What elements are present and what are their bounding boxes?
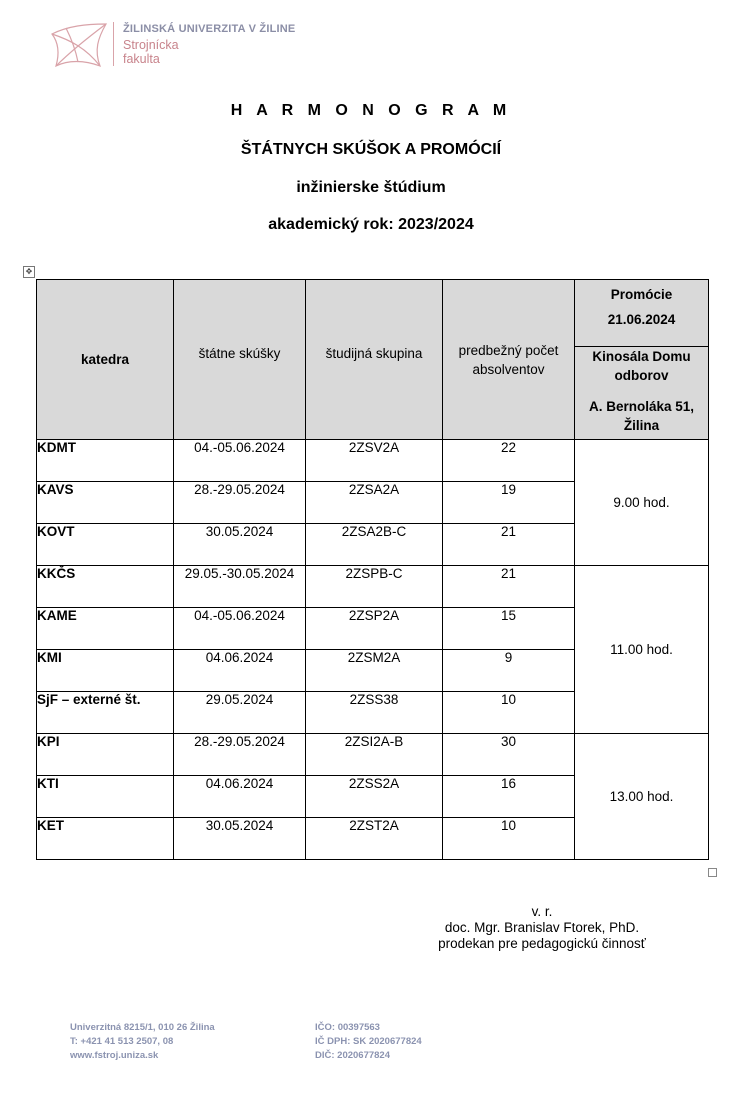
cell-datum: 28.-29.05.2024 bbox=[174, 482, 306, 524]
cell-pocet: 30 bbox=[443, 734, 575, 776]
footer-phone: T: +421 41 513 2507, 08 bbox=[70, 1036, 174, 1047]
cell-promocie-time: 13.00 hod. bbox=[575, 734, 709, 860]
cell-katedra: KPI bbox=[37, 734, 174, 776]
header-promocie bbox=[575, 280, 709, 347]
cell-katedra: KDMT bbox=[37, 440, 174, 482]
cell-katedra: KET bbox=[37, 818, 174, 860]
cell-datum: 04.06.2024 bbox=[174, 776, 306, 818]
university-name: ŽILINSKÁ UNIVERZITA V ŽILINE bbox=[123, 23, 296, 35]
cell-skupina: 2ZSA2A bbox=[306, 482, 443, 524]
schedule-table bbox=[36, 279, 709, 860]
header-statne-skusky: štátne skúšky bbox=[174, 280, 306, 440]
cell-katedra: KAVS bbox=[37, 482, 174, 524]
cell-pocet: 22 bbox=[443, 440, 575, 482]
cell-pocet: 9 bbox=[443, 650, 575, 692]
footer-address: Univerzitná 8215/1, 010 26 Žilina bbox=[70, 1022, 215, 1033]
table-resize-handle[interactable] bbox=[708, 868, 717, 877]
faculty-name bbox=[123, 38, 179, 66]
cell-pocet: 10 bbox=[443, 818, 575, 860]
footer-ids bbox=[315, 1021, 422, 1063]
document-title: H A R M O N O G R A M bbox=[230, 102, 512, 119]
university-logo bbox=[46, 20, 116, 70]
cell-skupina: 2ZST2A bbox=[306, 818, 443, 860]
signature-vr: v. r. bbox=[531, 904, 553, 919]
cell-pocet: 10 bbox=[443, 692, 575, 734]
cell-pocet: 21 bbox=[443, 566, 575, 608]
venue-line2: odborov bbox=[614, 368, 669, 383]
promocie-label: Promócie bbox=[610, 287, 673, 302]
header-katedra: katedra bbox=[37, 280, 174, 440]
footer-ico: IČO: 00397563 bbox=[315, 1022, 380, 1033]
cell-datum: 30.05.2024 bbox=[174, 818, 306, 860]
cell-skupina: 2ZSI2A-B bbox=[306, 734, 443, 776]
venue-address-line1: A. Bernoláka 51, bbox=[588, 399, 695, 414]
cell-pocet: 21 bbox=[443, 524, 575, 566]
cell-pocet: 15 bbox=[443, 608, 575, 650]
cell-datum: 04.-05.06.2024 bbox=[174, 440, 306, 482]
table-row bbox=[37, 566, 709, 608]
cell-skupina: 2ZSV2A bbox=[306, 440, 443, 482]
header-studijna-skupina: študijná skupina bbox=[306, 280, 443, 440]
cell-datum: 30.05.2024 bbox=[174, 524, 306, 566]
cell-katedra: KMI bbox=[37, 650, 174, 692]
table-row bbox=[37, 734, 709, 776]
header-pocet-absolventov bbox=[443, 280, 575, 440]
venue-line1: Kinosála Domu bbox=[592, 349, 691, 364]
cell-datum: 04.-05.06.2024 bbox=[174, 608, 306, 650]
cell-datum: 29.05.2024 bbox=[174, 692, 306, 734]
faculty-name-line2: fakulta bbox=[123, 52, 160, 66]
cell-skupina: 2ZSS38 bbox=[306, 692, 443, 734]
footer-web-link[interactable]: www.fstroj.uniza.sk bbox=[70, 1050, 159, 1061]
header-venue bbox=[575, 347, 709, 440]
cell-datum: 29.05.-30.05.2024 bbox=[174, 566, 306, 608]
cell-pocet: 19 bbox=[443, 482, 575, 524]
signatory-position: prodekan pre pedagogickú činnosť bbox=[438, 936, 646, 951]
cell-katedra: KOVT bbox=[37, 524, 174, 566]
academic-year: akademický rok: 2023/2024 bbox=[268, 216, 474, 233]
document-subtitle: ŠTÁTNYCH SKÚŠOK A PROMÓCIÍ bbox=[240, 141, 502, 158]
signatory-name: doc. Mgr. Branislav Ftorek, PhD. bbox=[444, 920, 640, 935]
cell-pocet: 16 bbox=[443, 776, 575, 818]
logo-divider bbox=[113, 22, 114, 66]
header-pocet-line1: predbežný počet bbox=[458, 342, 559, 358]
table-move-handle-icon[interactable]: ✥ bbox=[23, 266, 35, 278]
cell-skupina: 2ZSS2A bbox=[306, 776, 443, 818]
faculty-name-line1: Strojnícka bbox=[123, 38, 179, 52]
cell-skupina: 2ZSP2A bbox=[306, 608, 443, 650]
cell-datum: 04.06.2024 bbox=[174, 650, 306, 692]
cell-katedra: KAME bbox=[37, 608, 174, 650]
cell-promocie-time: 9.00 hod. bbox=[575, 440, 709, 566]
study-type: inžinierske štúdium bbox=[296, 179, 446, 196]
cell-skupina: 2ZSPB-C bbox=[306, 566, 443, 608]
cell-katedra: SjF – externé št. bbox=[37, 692, 174, 734]
cell-skupina: 2ZSM2A bbox=[306, 650, 443, 692]
cell-skupina: 2ZSA2B-C bbox=[306, 524, 443, 566]
cell-datum: 28.-29.05.2024 bbox=[174, 734, 306, 776]
table-row bbox=[37, 440, 709, 482]
promocie-date: 21.06.2024 bbox=[607, 312, 676, 327]
header-pocet-line2: absolventov bbox=[472, 361, 545, 377]
cell-katedra: KTI bbox=[37, 776, 174, 818]
venue-address-line2: Žilina bbox=[623, 418, 660, 433]
cell-promocie-time: 11.00 hod. bbox=[575, 566, 709, 734]
footer-dic: DIČ: 2020677824 bbox=[315, 1050, 390, 1061]
footer-contact bbox=[70, 1021, 215, 1063]
cell-katedra: KKČS bbox=[37, 566, 174, 608]
footer-icdph: IČ DPH: SK 2020677824 bbox=[315, 1036, 422, 1047]
